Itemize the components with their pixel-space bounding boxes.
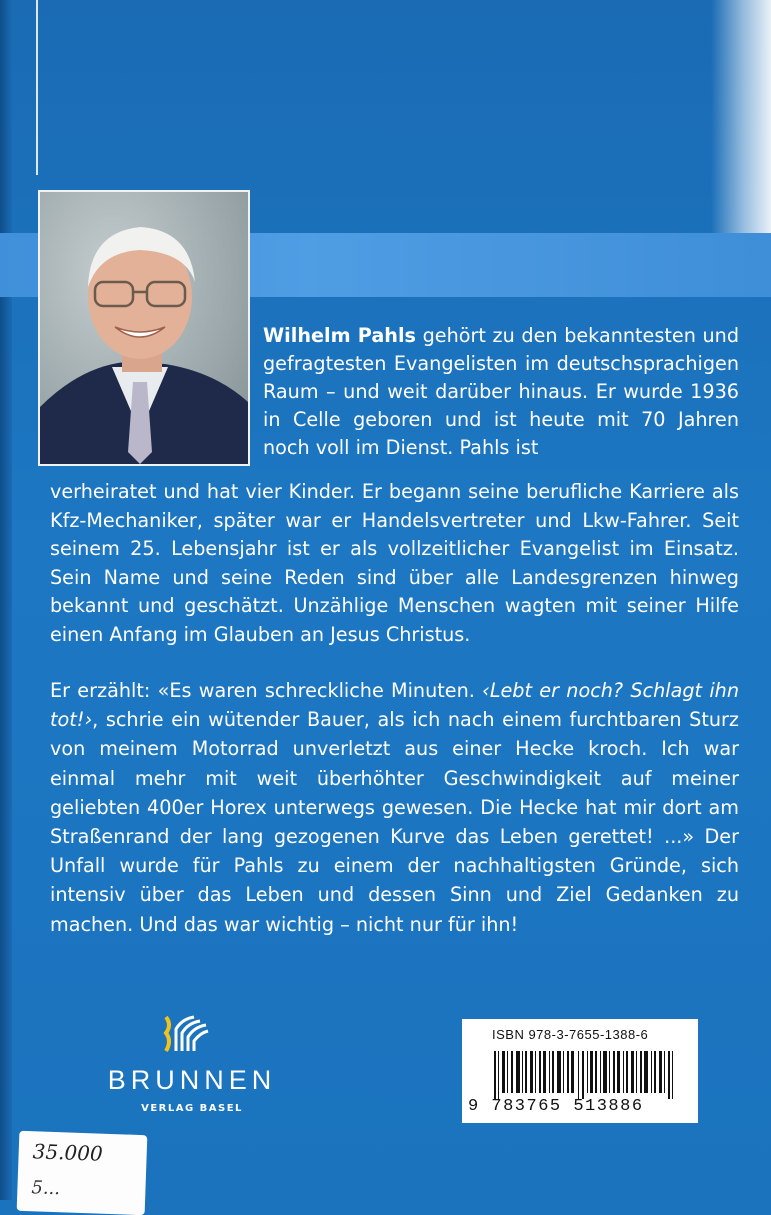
publisher-location: VERLAG BASEL — [141, 1103, 243, 1114]
author-bio-rest: verheiratet und hat vier Kinder. Er begann seine berufliche Karriere als Kfz-Mechaniker, später war er Handelsvertreter und Lkw-Fahrer. Seit seinem 25. Lebensjahr ist er als vollzeitlicher Evangelist im Einsatz. Sein Name und seine Reden sind über alle Landesgrenzen hinweg bekannt und geschätzt. Unzählige Menschen wagten mit seiner Hilfe einen Anfang im Glauben an Jesus Christus. — [50, 480, 739, 646]
isbn-barcode-box — [462, 1019, 698, 1123]
glare-highlight — [711, 0, 771, 260]
quote-paragraph — [50, 676, 739, 939]
barcode-icon — [494, 1051, 680, 1099]
isbn-label: ISBN 978-3-7655-1388-6 — [492, 1027, 649, 1042]
price-extra: 5... — [31, 1177, 61, 1200]
author-photo — [38, 190, 250, 466]
quote-italic: ‹Lebt er noch? Schlagt ihn tot!› — [50, 679, 740, 732]
author-bio-intro — [263, 322, 739, 462]
brunnen-fountain-icon — [160, 1015, 210, 1053]
spine-edge — [0, 0, 12, 1200]
bio-intro-text: gehört zu den bekanntesten und gefragtesten Evangelisten im deutschsprachigen Raum – und weit darüber hinaus. Er wurde 1936 in Celle geboren und ist heute mit 70 Jahren noch voll im Dienst. Pahls ist — [263, 324, 739, 460]
price-sticker — [17, 1131, 148, 1215]
isbn-digits: 9 783765 513886 — [468, 1097, 644, 1116]
price-value: 35.000 — [32, 1139, 104, 1166]
quote-lead: Er erzählt: «Es waren schreckliche Minuten. — [50, 679, 483, 702]
quote-body: , schrie ein wütender Bauer, als ich nach einem furchtbaren Sturz von meinem Motorrad unverletzt aus einer Hecke kroch. Ich war einmal mehr mit weit überhöhter Geschwindigkeit auf meiner geliebten 400er Horex unterwegs gewesen. Die Hecke hat mir dort am Straßenrand der lang gezogenen Kurve das Leben gerettet! ...» Der Unfall wurde für Pahls zu einem der nachhaltigsten Gründe, sich intensiv über das Leben und dessen Sinn und Ziel Gedanken zu machen. Und das war wichtig – nicht nur für ihn! — [50, 708, 739, 936]
author-name: Wilhelm Pahls — [263, 324, 416, 347]
fold-line — [36, 0, 38, 175]
publisher-logo: BRUNNEN — [107, 1065, 277, 1095]
